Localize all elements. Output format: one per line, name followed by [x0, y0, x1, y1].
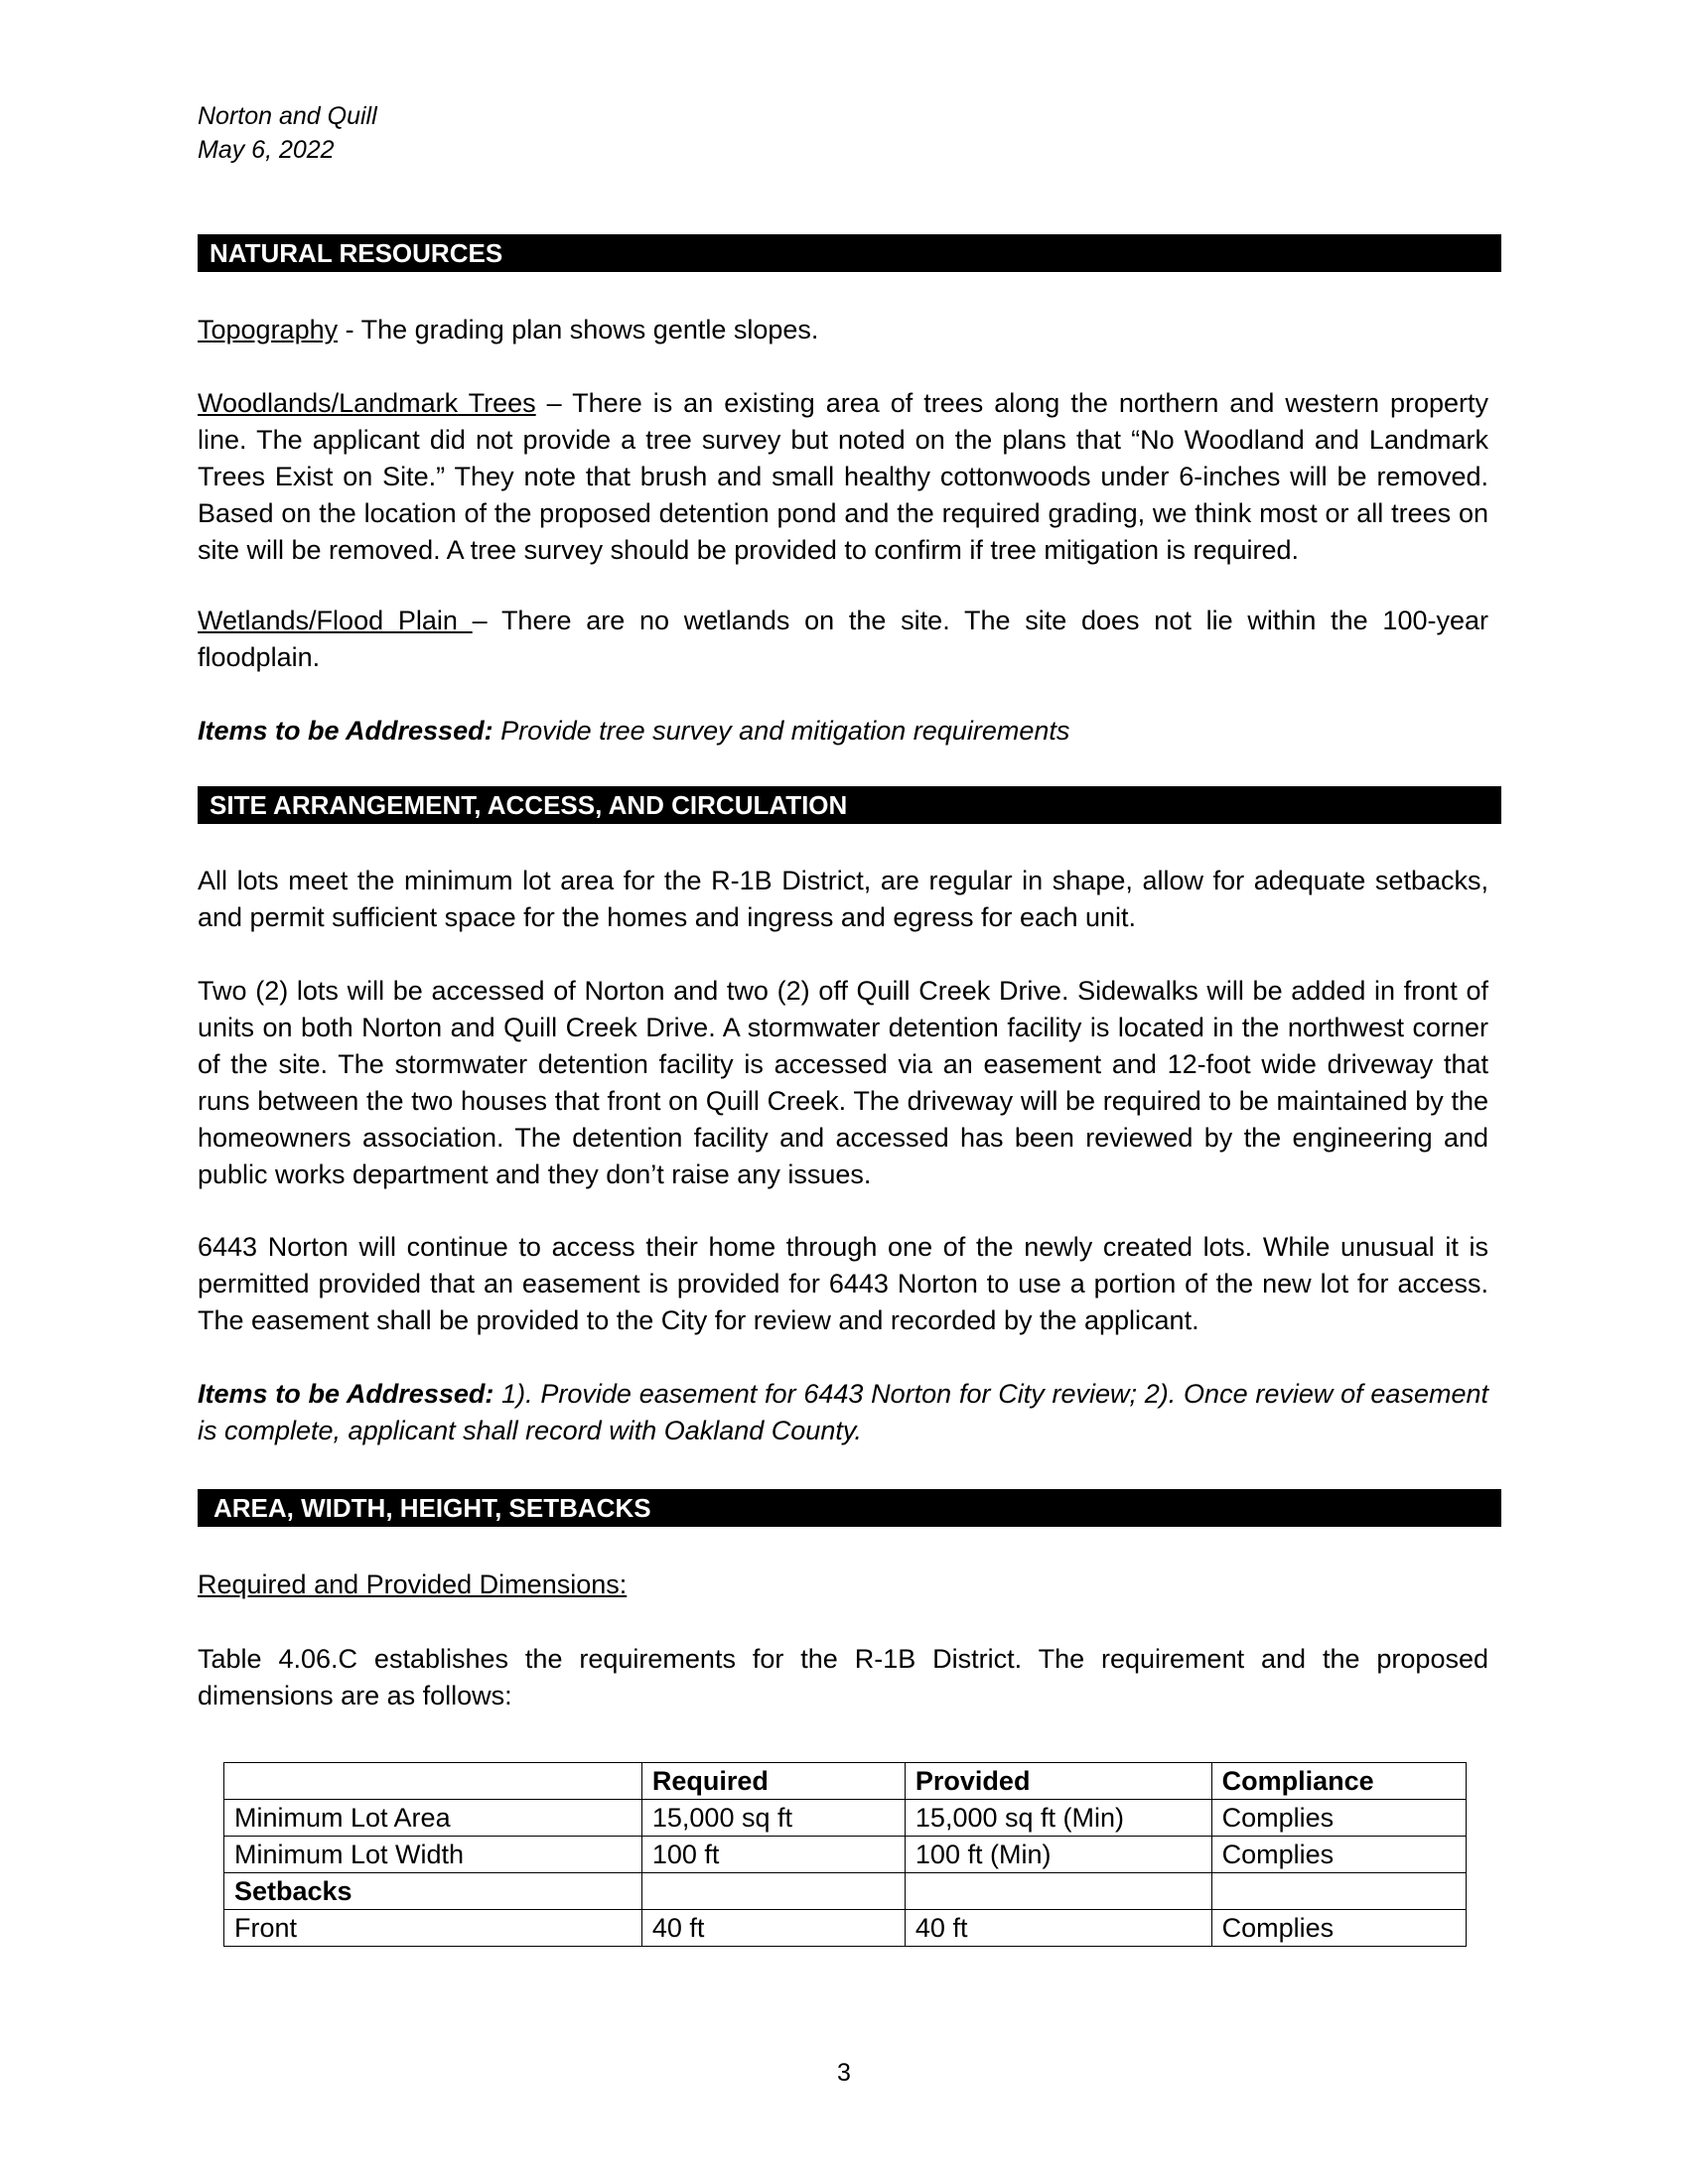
items-label: Items to be Addressed: [198, 716, 493, 746]
topography-label: Topography [198, 315, 339, 344]
woodlands-text: – There is an existing area of trees along the northern and western property line. The applicant did not provide a tree survey but noted on the plans that “No Woodland and Landmark Trees Exist on Site.” They note that brush and small healthy cottonwoods under 6-inches will be removed. Based on the location of the proposed detention pond and the required grading, we think most or all trees on site will be removed. A tree survey should be provided to confirm if tree mitigation is required. [198, 388, 1488, 565]
table-cell [1211, 1873, 1466, 1910]
dimensions-subheading [198, 1567, 1488, 1603]
table-header-cell: Provided [905, 1763, 1211, 1800]
document-header [198, 99, 377, 167]
woodlands-label: Woodlands/Landmark Trees [198, 388, 536, 418]
site-arrangement-items [198, 1376, 1488, 1449]
table-header-cell: Compliance [1211, 1763, 1466, 1800]
table-cell: 15,000 sq ft (Min) [905, 1800, 1211, 1837]
site-arrangement-paragraph-3: 6443 Norton will continue to access their home through one of the newly created lots. While unusual it is permitted provided that an easement is provided for 6443 Norton to use a portion of the new lot for access. The easement shall be provided to the City for review and recorded by the applicant. [198, 1232, 1488, 1335]
table-cell: Front [224, 1910, 642, 1947]
dimensions-intro: Table 4.06.C establishes the requirements for the R-1B District. The requirement and the proposed dimensions are as follows: [198, 1644, 1488, 1710]
table-cell: Complies [1211, 1837, 1466, 1873]
table-row [224, 1837, 1467, 1873]
dimensions-subheading-text: Required and Provided Dimensions: [198, 1570, 628, 1599]
table-cell [641, 1873, 905, 1910]
dimensions-table [223, 1762, 1467, 1947]
woodlands-paragraph [198, 385, 1488, 569]
items-label: Items to be Addressed: [198, 1379, 494, 1409]
header-project-name: Norton and Quill [198, 102, 377, 130]
section-heading-site-arrangement: SITE ARRANGEMENT, ACCESS, AND CIRCULATION [198, 786, 1501, 824]
wetlands-text: – There are no wetlands on the site. The site does not lie within the 100-year floodplain. [198, 606, 1488, 672]
wetlands-paragraph [198, 603, 1488, 676]
table-cell: Complies [1211, 1910, 1466, 1947]
site-arrangement-paragraph-1: All lots meet the minimum lot area for the R-1B District, are regular in shape, allow for adequate setbacks, and permit sufficient space for the homes and ingress and egress for each unit. [198, 866, 1488, 932]
table-cell: Complies [1211, 1800, 1466, 1837]
site-arrangement-paragraph-2: Two (2) lots will be accessed of Norton and two (2) off Quill Creek Drive. Sidewalks will be added in front of units on both Norton and Quill Creek Drive. A stormwater detention facility is located in the northwest corner of the site. The stormwater detention facility is accessed via an easement and 12-foot wide driveway that runs between the two houses that front on Quill Creek. The driveway will be required to be maintained by the homeowners association. The detention facility and accessed has been reviewed by the engineering and public works department and they don’t raise any issues. [198, 976, 1488, 1189]
header-date: May 6, 2022 [198, 136, 335, 164]
table-header-row [224, 1763, 1467, 1800]
table-cell: Minimum Lot Area [224, 1800, 642, 1837]
topography-text: - The grading plan shows gentle slopes. [338, 315, 819, 344]
table-row [224, 1800, 1467, 1837]
table-header-cell [224, 1763, 642, 1800]
table-cell: 15,000 sq ft [641, 1800, 905, 1837]
topography-paragraph [198, 312, 1488, 348]
table-cell: Minimum Lot Width [224, 1837, 642, 1873]
section-heading-area-width: AREA, WIDTH, HEIGHT, SETBACKS [198, 1489, 1501, 1527]
table-row [224, 1873, 1467, 1910]
items-text: 1). Provide easement for 6443 Norton for City review; 2). Once review of easement is complete, applicant shall record with Oakland County. [198, 1379, 1488, 1445]
table-cell: 100 ft [641, 1837, 905, 1873]
natural-resources-items [198, 713, 1488, 750]
table-header-cell: Required [641, 1763, 905, 1800]
table-cell [905, 1873, 1211, 1910]
table-cell: Setbacks [224, 1873, 642, 1910]
wetlands-label: Wetlands/Flood Plain [198, 606, 473, 635]
page-number: 3 [837, 2059, 851, 2087]
items-text: Provide tree survey and mitigation requirements [492, 716, 1070, 746]
table-cell: 40 ft [905, 1910, 1211, 1947]
table-cell: 40 ft [641, 1910, 905, 1947]
table-row [224, 1910, 1467, 1947]
table-cell: 100 ft (Min) [905, 1837, 1211, 1873]
section-heading-natural-resources: NATURAL RESOURCES [198, 234, 1501, 272]
